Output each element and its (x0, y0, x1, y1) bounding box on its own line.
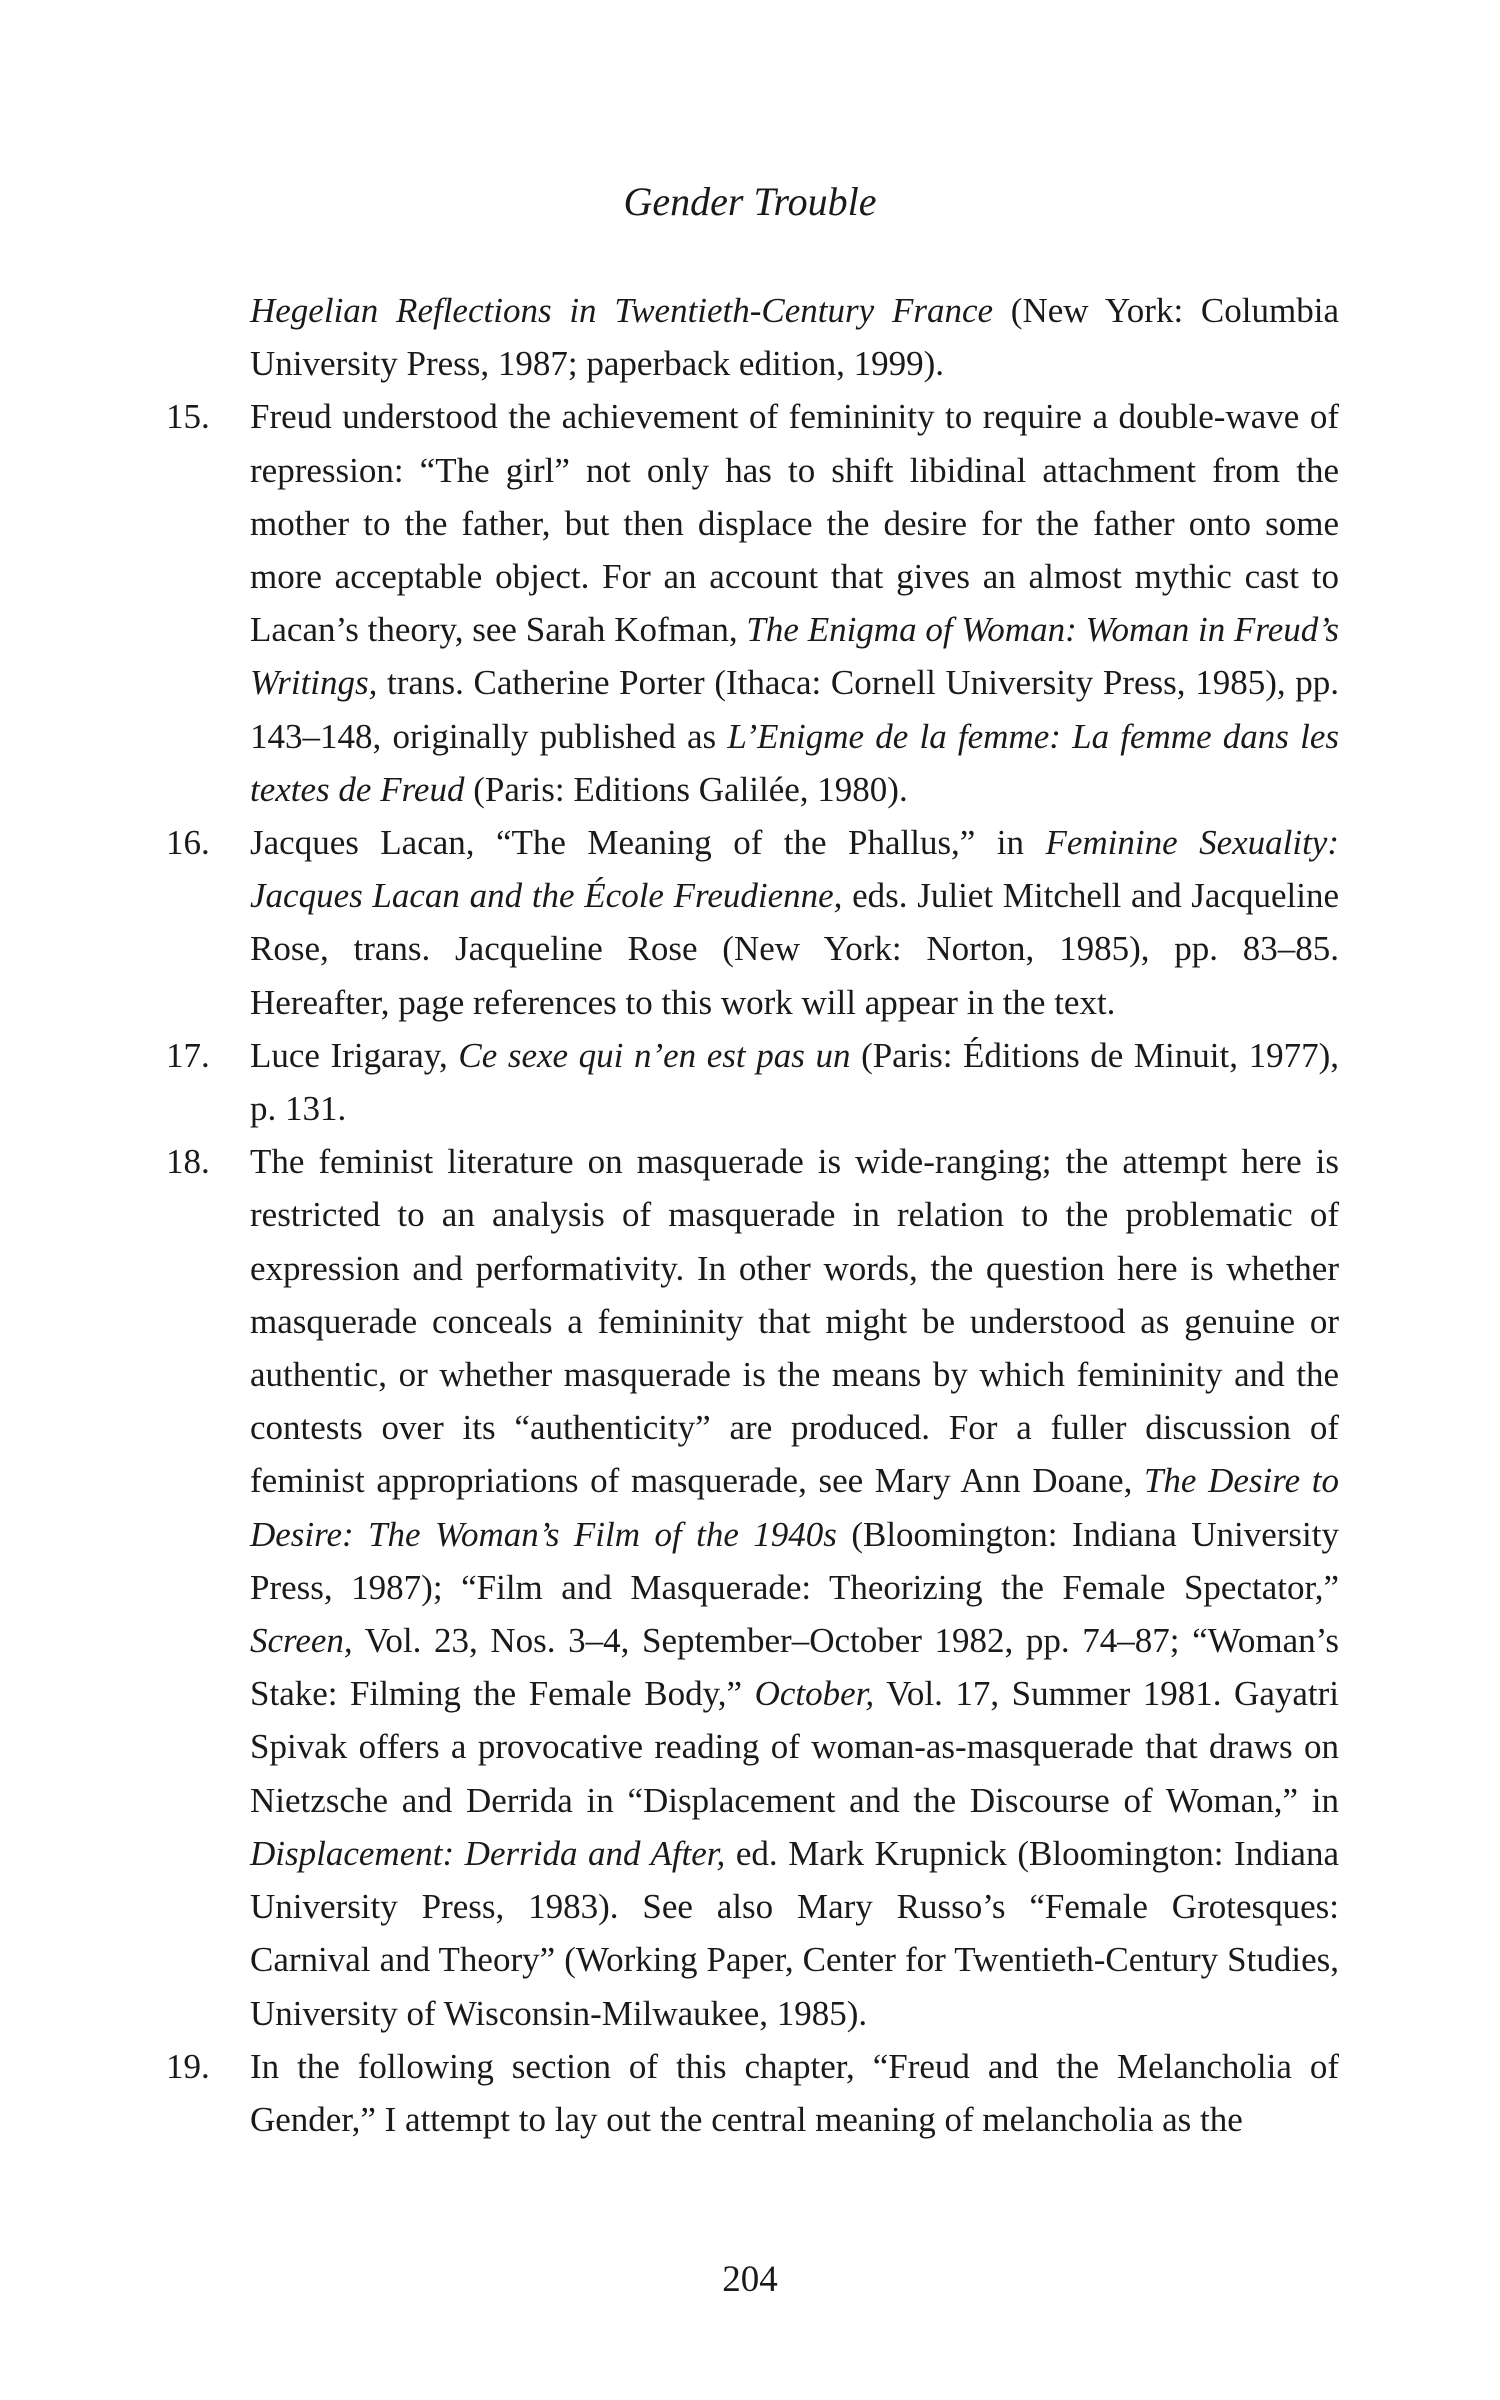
endnote (166, 816, 1339, 1029)
note-text: (Bloomington: Indiana University Press, 1987); “Film and Masquerade: Theorizing the Female Spectator,” (250, 1514, 1340, 1607)
note-text: Jacques Lacan, “The Meaning of the Phallus,” in (250, 823, 1046, 863)
endnotes (166, 284, 1340, 2146)
italic-title: The Desire to Desire: The Woman’s Film of the 1940s (250, 1461, 1339, 1554)
endnote-number: 17. (166, 1035, 210, 1075)
endnote (166, 1135, 1340, 2039)
italic-title: Displacement: Derrida and After, (250, 1833, 726, 1873)
italic-title: Feminine Sexuality: Jacques Lacan and the École Freudienne, (250, 823, 1339, 916)
italic-title: Ce sexe qui n’en est pas un (458, 1035, 851, 1075)
italic-title: Screen, (250, 1621, 353, 1661)
endnote (166, 390, 1339, 816)
endnote-number: 16. (166, 823, 210, 863)
endnote (166, 1029, 1339, 1135)
note-text: The feminist literature on masquerade is wide-ranging; the attempt here is restricted to an analysis of masquerade in relation to the problematic of expression and performativity. In other words, the question here is whether masquerade conceals a femininity that might be understood as genuine or authentic, or whether masquerade is the means by which femininity and the contests over its “authenticity” are produced. For a fuller discussion of feminist appropriations of masquerade, see Mary Ann Doane, (250, 1142, 1339, 1501)
note-text: Vol. 23, Nos. 3–4, September–October 1982, pp. 74–87; “Woman’s Stake: Filming the Female Body,” (250, 1621, 1339, 1714)
endnote-number: 19. (166, 2046, 210, 2086)
note-text: (Paris: Editions Galilée, 1980). (464, 769, 908, 809)
note-text: trans. Catherine Porter (Ithaca: Cornell University Press, 1985), pp. 143–148, originally published as (250, 663, 1339, 756)
note-text: (Paris: Éditions de Minuit, 1977), p. 131. (250, 1035, 1339, 1129)
note-text: (New York: Columbia University Press, 1987; paperback edition, 1999). (250, 291, 1339, 384)
page-number: 204 (722, 2259, 778, 2300)
italic-title: Hegelian Reflections in Twentieth-Century France (250, 291, 994, 330)
italic-title: The Enigma of Woman: Woman in Freud’s Writings, (250, 610, 1339, 703)
running-head: Gender Trouble (623, 179, 877, 224)
italic-title: October, (754, 1674, 875, 1714)
endnote-number: 15. (166, 397, 210, 437)
note-text: eds. Juliet Mitchell and Jacqueline Rose, trans. Jacqueline Rose (New York: Norton, 1985), pp. 83–85. Hereafter, page references to this work will appear in the text. (250, 876, 1339, 1022)
italic-title: L’Enigme de la femme: La femme dans les textes de Freud (250, 716, 1339, 809)
note-text: Vol. 17, Summer 1981. Gayatri Spivak offers a provocative reading of woman-as-masquerade that draws on Nietzsche and Derrida in “Displacement and the Discourse of Woman,” in (250, 1674, 1339, 1820)
note-text: ed. Mark Krupnick (Bloomington: Indiana University Press, 1983). See also Mary Russo’s “Female Grotesques: Carnival and Theory” (Working Paper, Center for Twentieth-Century Studies, University of Wisconsin-Milwaukee, 1985). (250, 1833, 1339, 2033)
endnote-number: 18. (166, 1142, 210, 1182)
note-text: In the following section of this chapter, “Freud and the Melancholia of Gender,” I attempt to lay out the central meaning of melancholia as the (250, 2046, 1339, 2139)
endnote (166, 2040, 1339, 2146)
note-text: Luce Irigaray, (250, 1035, 459, 1075)
endnote-continuation (237, 284, 1339, 390)
note-text: Freud understood the achievement of femininity to require a double-wave of repression: “The girl” not only has to shift libidinal attachment from the mother to the father, but then displace the desire for the father onto some more acceptable object. For an account that gives an almost mythic cast to Lacan’s theory, see Sarah Kofman, (250, 397, 1339, 650)
